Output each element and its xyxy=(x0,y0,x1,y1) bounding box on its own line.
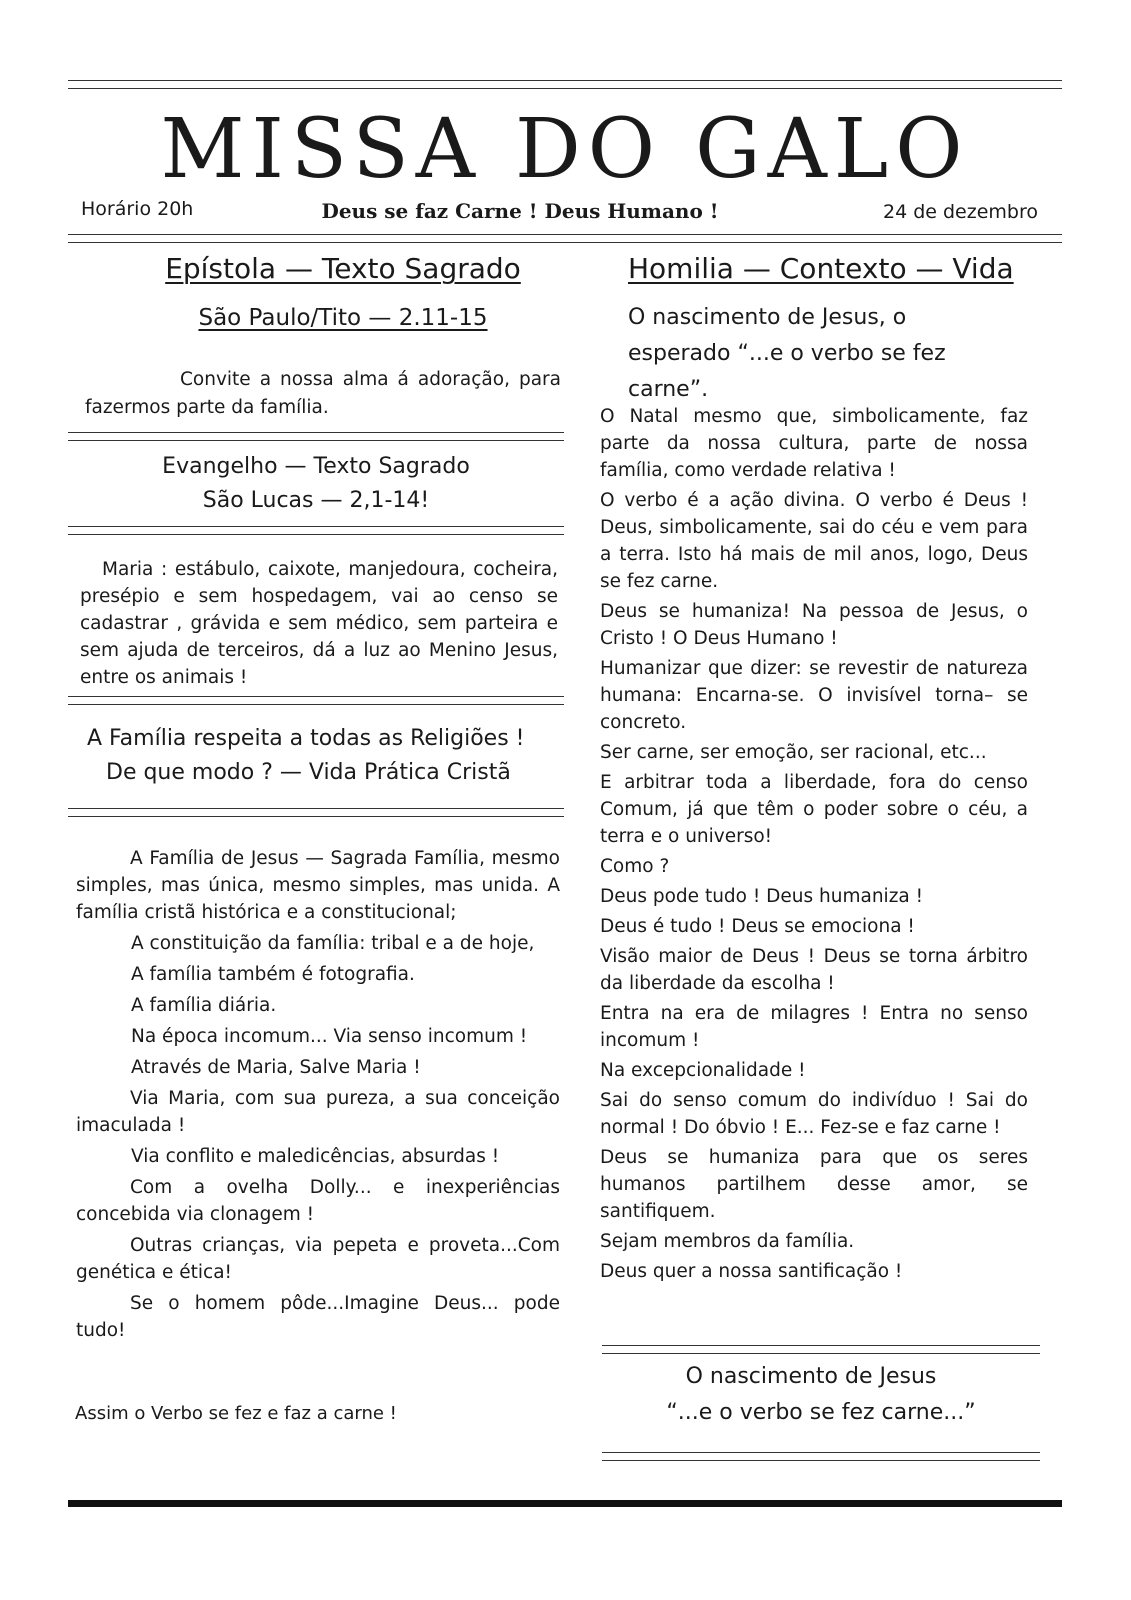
header-bottom-rule xyxy=(68,234,1062,243)
homilia-paragraph: Na excepcionalidade ! xyxy=(600,1060,806,1081)
homilia-paragraph: Visão maior de Deus ! Deus se torna árbitro da liberdade da escolha ! xyxy=(600,946,1028,994)
homilia-paragraph: Deus se humaniza para que os seres humanos partilhem desse amor, se santifiquem. xyxy=(600,1147,1028,1222)
divider xyxy=(68,432,564,441)
homilia-heading: Homilia — Contexto — Vida xyxy=(628,252,1014,285)
tagline: Deus se faz Carne ! Deus Humano ! xyxy=(321,199,719,223)
epistola-reference: São Paulo/Tito — 2.11-15 xyxy=(198,305,488,331)
date: 24 de dezembro xyxy=(882,201,1038,223)
homilia-text xyxy=(600,403,1028,1288)
list-item: Se o homem pôde...Imagine Deus... pode tudo! xyxy=(76,1293,560,1341)
homilia-paragraph: Deus se humaniza! Na pessoa de Jesus, o Cristo ! O Deus Humano ! xyxy=(600,601,1028,649)
list-item: Com a ovelha Dolly... e inexperiências concebida via clonagem ! xyxy=(76,1177,560,1225)
familia-heading-1: A Família respeita a todas as Religiões ! xyxy=(87,726,525,751)
list-item: Através de Maria, Salve Maria ! xyxy=(131,1057,421,1078)
divider xyxy=(68,808,564,817)
list-item: A família também é fotografia. xyxy=(131,964,415,985)
page-title: MISSA DO GALO xyxy=(160,102,970,197)
homilia-paragraph: Sai do senso comum do indivíduo ! Sai do normal ! Do óbvio ! E... Fez-se e faz carne ! xyxy=(600,1090,1028,1138)
homilia-paragraph: Como ? xyxy=(600,856,670,877)
familia-closing: Assim o Verbo se fez e faz a carne ! xyxy=(75,1403,397,1424)
evangelho-text: Maria : estábulo, caixote, manjedoura, cocheira, presépio e sem hospedagem, vai ao censo se cadastrar , grávida e sem médico, sem parteira e sem ajuda de terceiros, dá a luz ao Menino Jesus, entre os animais ! xyxy=(80,559,558,688)
list-item: Na época incomum... Via senso incomum ! xyxy=(131,1026,528,1047)
list-item: Via Maria, com sua pureza, a sua conceição imaculada ! xyxy=(76,1088,560,1136)
homilia-paragraph: Ser carne, ser emoção, ser racional, etc... xyxy=(600,742,987,763)
homilia-paragraph: Humanizar que dizer: se revestir de natureza humana: Encarna-se. O invisível torna– se concreto. xyxy=(600,658,1028,733)
homilia-paragraph: Deus é tudo ! Deus se emociona ! xyxy=(600,916,915,937)
homilia-paragraph: O verbo é a ação divina. O verbo é Deus ! Deus, simbolicamente, sai do céu e vem para a terra. Isto há mais de mil anos, logo, Deus se fez carne. xyxy=(600,490,1028,592)
homilia-paragraph: Deus pode tudo ! Deus humaniza ! xyxy=(600,886,924,907)
list-item: A família diária. xyxy=(131,995,277,1016)
divider xyxy=(68,696,564,705)
footer-rule xyxy=(68,1500,1062,1507)
homilia-paragraph: E arbitrar toda a liberdade, fora do censo Comum, já que têm o poder sobre o céu, a terra e o universo! xyxy=(600,772,1028,847)
familia-section xyxy=(76,845,560,1348)
callout-line-1: O nascimento de Jesus xyxy=(685,1364,937,1389)
divider xyxy=(68,526,564,535)
header-top-rule xyxy=(68,80,1062,89)
list-item: A constituição da família: tribal e a de hoje, xyxy=(131,933,535,954)
list-item: Outras crianças, via pepeta e proveta...Com genética e ética! xyxy=(76,1235,560,1283)
callout-line-2: “...e o verbo se fez carne...” xyxy=(666,1400,976,1425)
evangelho-heading: Evangelho — Texto Sagrado xyxy=(162,454,470,479)
mass-time: Horário 20h xyxy=(81,198,194,220)
homilia-paragraph: Entra na era de milagres ! Entra no senso incomum ! xyxy=(600,1003,1028,1051)
familia-intro: A Família de Jesus — Sagrada Família, mesmo simples, mas única, mesmo simples, mas unida. A família cristã histórica e a constitucional; xyxy=(76,848,560,923)
epistola-text: Convite a nossa alma á adoração, para fazermos parte da família. xyxy=(85,369,561,418)
homilia-subheading: O nascimento de Jesus, o esperado “...e o verbo se fez carne”. xyxy=(628,305,946,402)
evangelho-reference: São Lucas — 2,1-14! xyxy=(202,488,430,513)
divider xyxy=(602,1345,1040,1354)
homilia-paragraph: O Natal mesmo que, simbolicamente, faz parte da nossa cultura, parte de nossa família, como verdade relativa ! xyxy=(600,406,1028,481)
epistola-heading: Epístola — Texto Sagrado xyxy=(165,252,521,285)
divider xyxy=(602,1452,1040,1461)
familia-heading-2: De que modo ? — Vida Prática Cristã xyxy=(106,760,511,785)
list-item: Via conflito e maledicências, absurdas ! xyxy=(131,1146,500,1167)
homilia-paragraph: Deus quer a nossa santificação ! xyxy=(600,1261,903,1282)
homilia-paragraph: Sejam membros da família. xyxy=(600,1231,855,1252)
